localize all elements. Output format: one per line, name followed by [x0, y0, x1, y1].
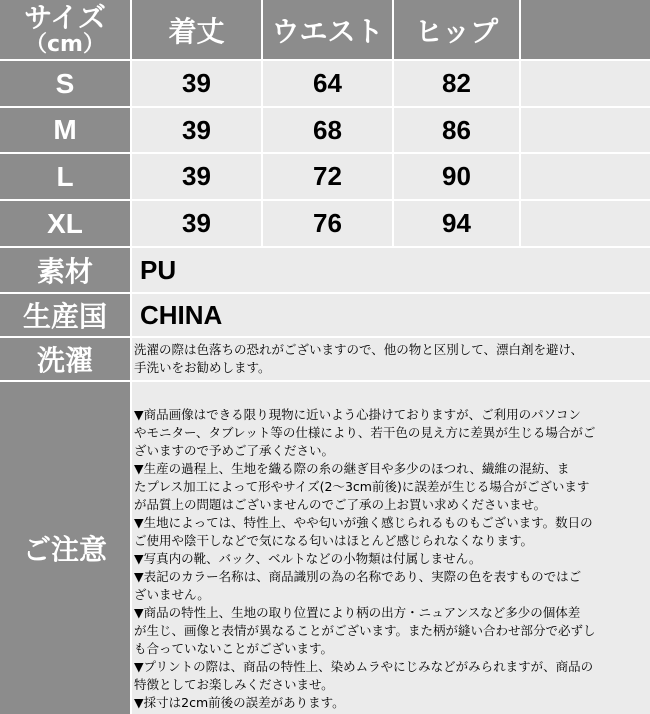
- notes-line: ▼写真内の靴、バック、ベルトなどの小物類は付属しません。: [134, 551, 482, 566]
- size-row: [0, 201, 650, 248]
- size-label-cell: S: [0, 61, 132, 108]
- notes-line: たプレス加工によって形やサイズ(2～3cm前後)に誤差が生じる場合がございます: [134, 479, 590, 494]
- size-label-cell: M: [0, 108, 132, 154]
- length-column-header: 着丈: [132, 0, 263, 61]
- washing-line: 手洗いをお勧めします。: [134, 360, 271, 375]
- size-row: [0, 154, 650, 201]
- spare-cell: [521, 61, 650, 108]
- notes-line: ▼商品の特性上、生地の取り位置により柄の出方・ニュアンスなど多少の個体差: [134, 605, 581, 620]
- spare-cell: [521, 201, 650, 248]
- hip-value: 82: [394, 61, 521, 108]
- waist-value: 64: [263, 61, 394, 108]
- washing-row: [0, 338, 650, 382]
- size-row: [0, 61, 650, 108]
- notes-line: ▼表記のカラー名称は、商品識別の為の名称であり、実際の色を表すものではご: [134, 569, 582, 584]
- notes-label: ご注意: [0, 382, 132, 714]
- notes-line: も合っていないことがございます。: [134, 641, 334, 656]
- length-value: 39: [132, 108, 263, 154]
- waist-value: 68: [263, 108, 394, 154]
- size-label-main: サイズ: [24, 1, 106, 35]
- waist-column-header: ウエスト: [263, 0, 394, 61]
- notes-line: ▼商品画像はできる限り現物に近いよう心掛けておりますが、ご利用のパソコン: [134, 407, 581, 422]
- waist-value: 76: [263, 201, 394, 248]
- material-value: PU: [132, 248, 650, 294]
- size-table-header: [0, 0, 650, 61]
- material-label: 素材: [0, 248, 132, 294]
- washing-line: 洗濯の際は色落ちの恐れがございますので、他の物と区別して、漂白剤を避け、: [134, 342, 584, 357]
- notes-line: やモニター、タブレット等の仕様により、若干色の見え方に差異が生じる場合がご: [134, 425, 596, 440]
- size-label-cell: L: [0, 154, 132, 201]
- notes-line: ▼生地によっては、特性上、やや匂いが強く感じられるものもございます。数日の: [134, 515, 593, 530]
- hip-value: 86: [394, 108, 521, 154]
- material-row: [0, 248, 650, 294]
- washing-text: [132, 338, 650, 382]
- size-label-unit: （cm）: [25, 31, 105, 57]
- spare-header-cell: [521, 0, 650, 61]
- length-value: 39: [132, 201, 263, 248]
- origin-value: CHINA: [132, 294, 650, 338]
- notes-line: が品質上の問題はございませんのでご了承の上お買い求めくださいませ。: [134, 497, 547, 512]
- notes-line: ▼生産の過程上、生地を織る際の糸の継ぎ目や多少のほつれ、繊維の混紡、ま: [134, 461, 570, 476]
- notes-line: ざいますので予めご了承ください。: [134, 443, 335, 458]
- size-column-header: [0, 0, 132, 61]
- spare-cell: [521, 154, 650, 201]
- hip-value: 94: [394, 201, 521, 248]
- hip-column-header: ヒップ: [394, 0, 521, 61]
- size-label-cell: XL: [0, 201, 132, 248]
- origin-row: [0, 294, 650, 338]
- washing-label: 洗濯: [0, 338, 132, 382]
- notes-text: [132, 382, 650, 714]
- hip-value: 90: [394, 154, 521, 201]
- notes-line: ▼プリントの際は、商品の特性上、染めムラやにじみなどがみられますが、商品の: [134, 659, 594, 674]
- notes-line: が生じ、画像と表情が異なることがございます。また柄が縫い合わせ部分で必ずし: [134, 623, 596, 638]
- notes-line: ざいません。: [134, 587, 210, 602]
- size-row: [0, 108, 650, 154]
- notes-row: [0, 382, 650, 714]
- notes-line: ご使用や陰干しなどで気になる匂いはほとんど感じられなくなります。: [134, 533, 534, 548]
- notes-line: ▼採寸は2cm前後の誤差があります。: [134, 695, 345, 710]
- length-value: 39: [132, 154, 263, 201]
- waist-value: 72: [263, 154, 394, 201]
- length-value: 39: [132, 61, 263, 108]
- origin-label: 生産国: [0, 294, 132, 338]
- spare-cell: [521, 108, 650, 154]
- notes-line: 特徴としてお楽しみくださいませ。: [134, 677, 334, 692]
